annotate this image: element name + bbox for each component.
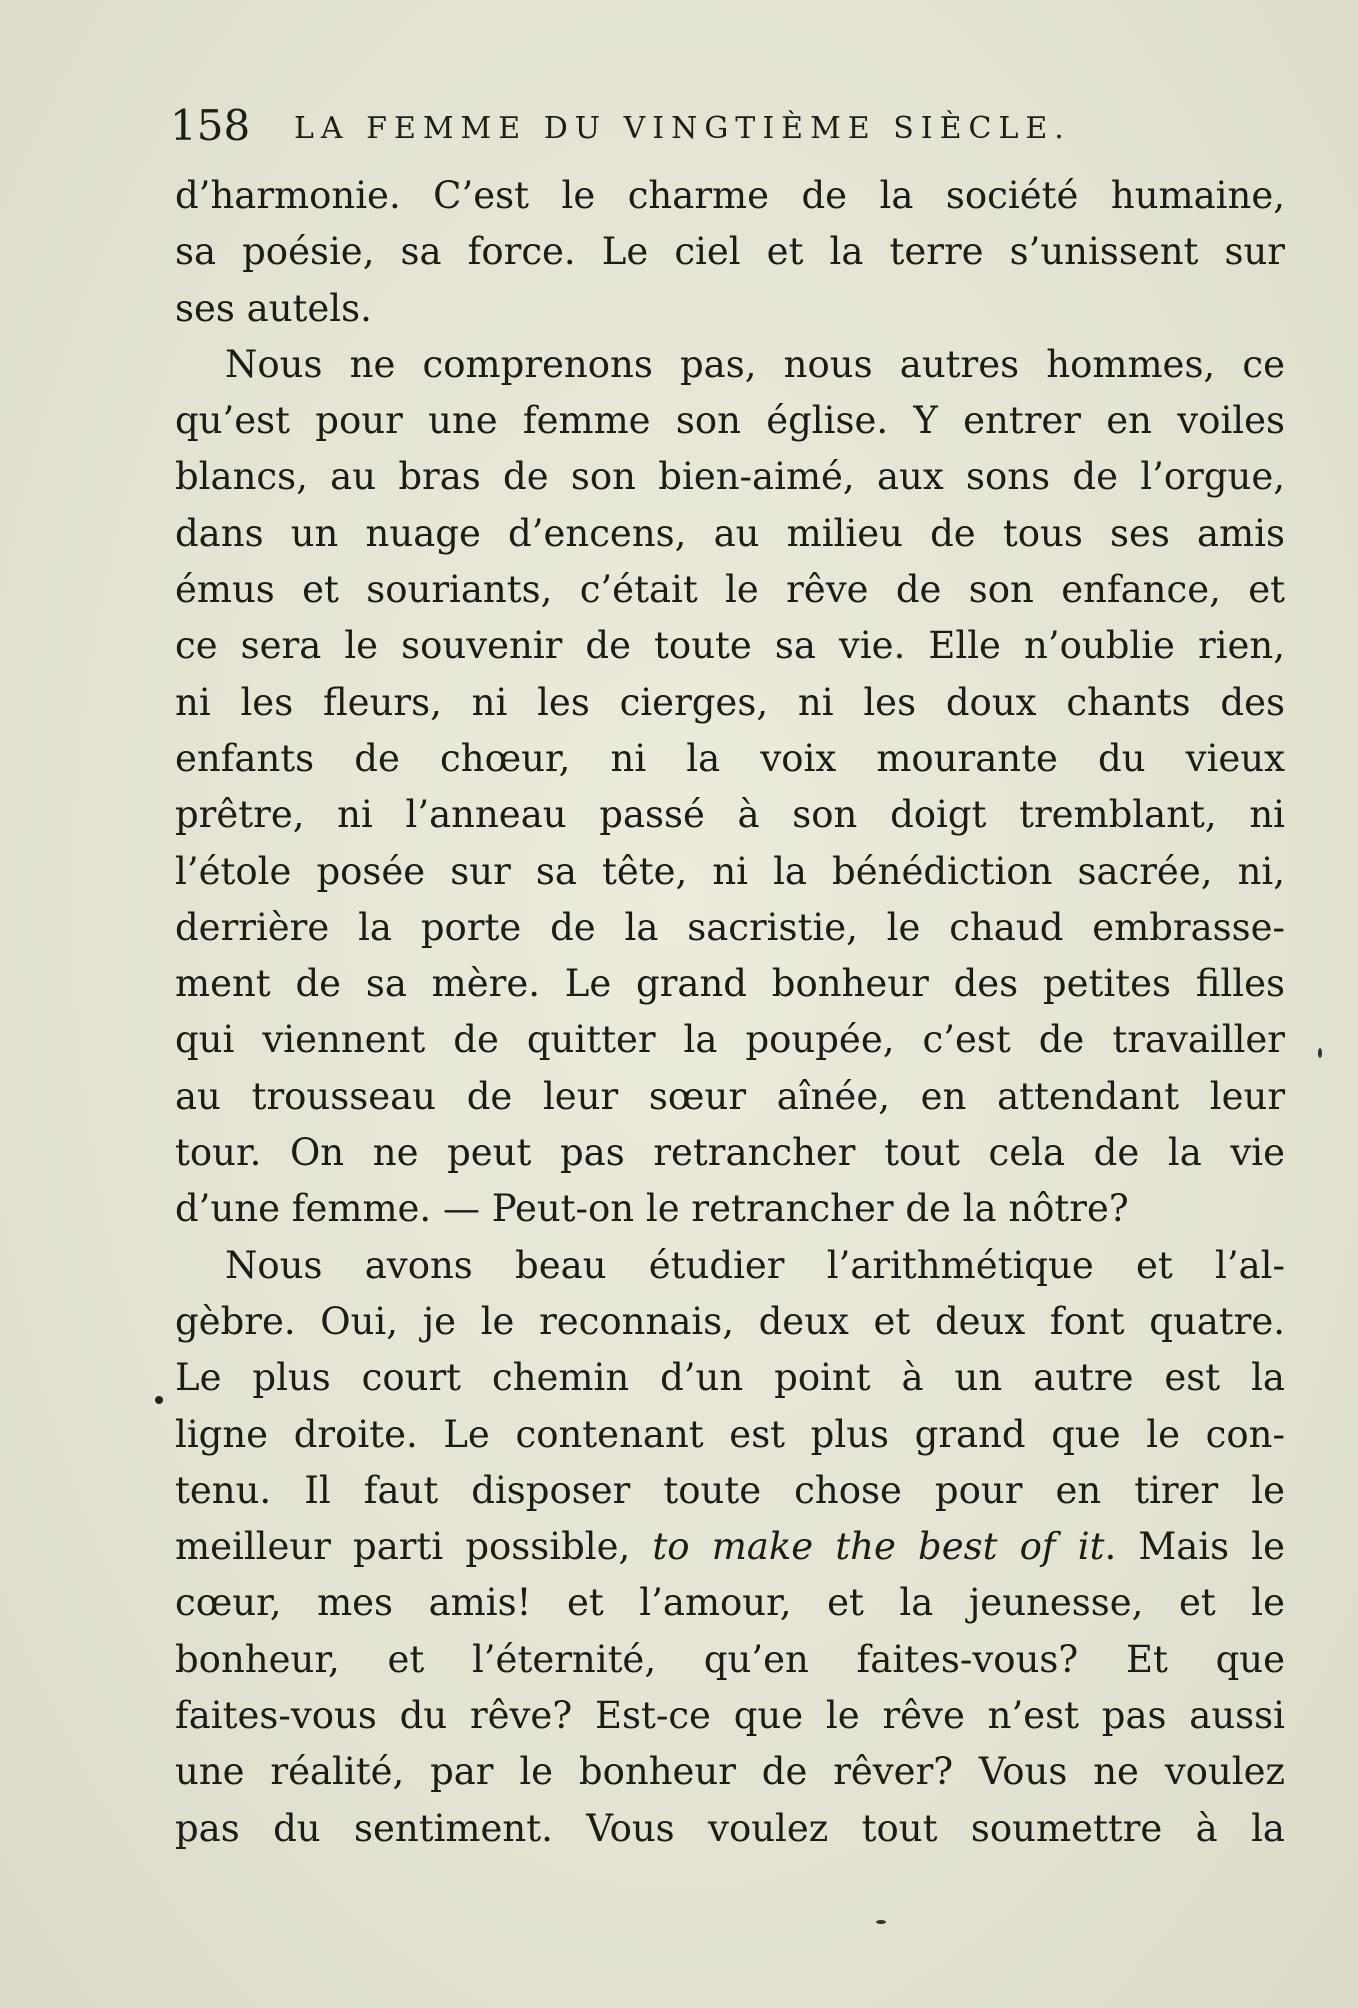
- running-head: LA FEMME DU VINGTIÈME SIÈCLE.: [294, 111, 1071, 146]
- text-line: enfants de chœur, ni la voix mourante du vieux: [175, 736, 1285, 780]
- page-number: 158: [170, 101, 251, 150]
- text-line: émus et souriants, c’était le rêve de son enfance, et: [175, 568, 1285, 612]
- text-line: qui viennent de quitter la poupée, c’est de travailler: [175, 1018, 1285, 1062]
- text-line: ni les fleurs, ni les cierges, ni les doux chants des: [175, 680, 1285, 724]
- text-line: sa poésie, sa force. Le ciel et la terre s’unissent sur: [175, 230, 1285, 274]
- text-line: pas du sentiment. Vous voulez tout soumettre à la: [175, 1806, 1285, 1850]
- text-line: Nous ne comprenons pas, nous autres hommes, ce: [225, 342, 1285, 386]
- text-line: ligne droite. Le contenant est plus grand que le con-: [175, 1412, 1285, 1456]
- text-segment: . Mais le: [1104, 1525, 1285, 1569]
- text-line: faites-vous du rêve? Est-ce que le rêve n’est pas aussi: [175, 1694, 1285, 1738]
- ink-speck: [876, 1920, 886, 1924]
- text-line: bonheur, et l’éternité, qu’en faites-vous? Et que: [175, 1637, 1285, 1681]
- text-line-mixed: [175, 1519, 1285, 1575]
- text-line: tour. On ne peut pas retrancher tout cela de la vie: [175, 1131, 1285, 1175]
- text-line: gèbre. Oui, je le reconnais, deux et deux font quatre.: [175, 1299, 1285, 1343]
- text-segment: meilleur parti possible,: [175, 1525, 653, 1569]
- text-line: ce sera le souvenir de toute sa vie. Elle n’oublie rien,: [175, 624, 1285, 668]
- text-line: prêtre, ni l’anneau passé à son doigt tremblant, ni: [175, 793, 1285, 837]
- text-line: tenu. Il faut disposer toute chose pour en tirer le: [175, 1468, 1285, 1512]
- text-line: derrière la porte de la sacristie, le chaud embrasse-: [175, 905, 1285, 949]
- italic-phrase: to make the best of it: [652, 1525, 1105, 1569]
- text-line: cœur, mes amis! et l’amour, et la jeunesse, et le: [175, 1581, 1285, 1625]
- margin-mark: [155, 1396, 163, 1404]
- page-header: [170, 96, 1290, 156]
- text-line: blancs, au bras de son bien-aimé, aux sons de l’orgue,: [175, 455, 1285, 499]
- text-line: au trousseau de leur sœur aînée, en attendant leur: [175, 1074, 1285, 1118]
- body-text: [175, 168, 1285, 1857]
- text-line: l’étole posée sur sa tête, ni la bénédiction sacrée, ni,: [175, 849, 1285, 893]
- text-line: ment de sa mère. Le grand bonheur des petites filles: [175, 962, 1285, 1006]
- ink-speck: [1318, 1048, 1322, 1058]
- text-line: dans un nuage d’encens, au milieu de tous ses amis: [175, 511, 1285, 555]
- text-line: ses autels.: [175, 286, 372, 330]
- text-line: Le plus court chemin d’un point à un autre est la: [175, 1356, 1285, 1400]
- text-line: Nous avons beau étudier l’arithmétique et l’al-: [225, 1243, 1285, 1287]
- text-line: d’une femme. — Peut-on le retrancher de la nôtre?: [175, 1187, 1129, 1231]
- text-line: d’harmonie. C’est le charme de la société humaine,: [175, 174, 1285, 217]
- text-line: une réalité, par le bonheur de rêver? Vous ne voulez: [175, 1750, 1285, 1794]
- text-line: qu’est pour une femme son église. Y entrer en voiles: [175, 399, 1285, 443]
